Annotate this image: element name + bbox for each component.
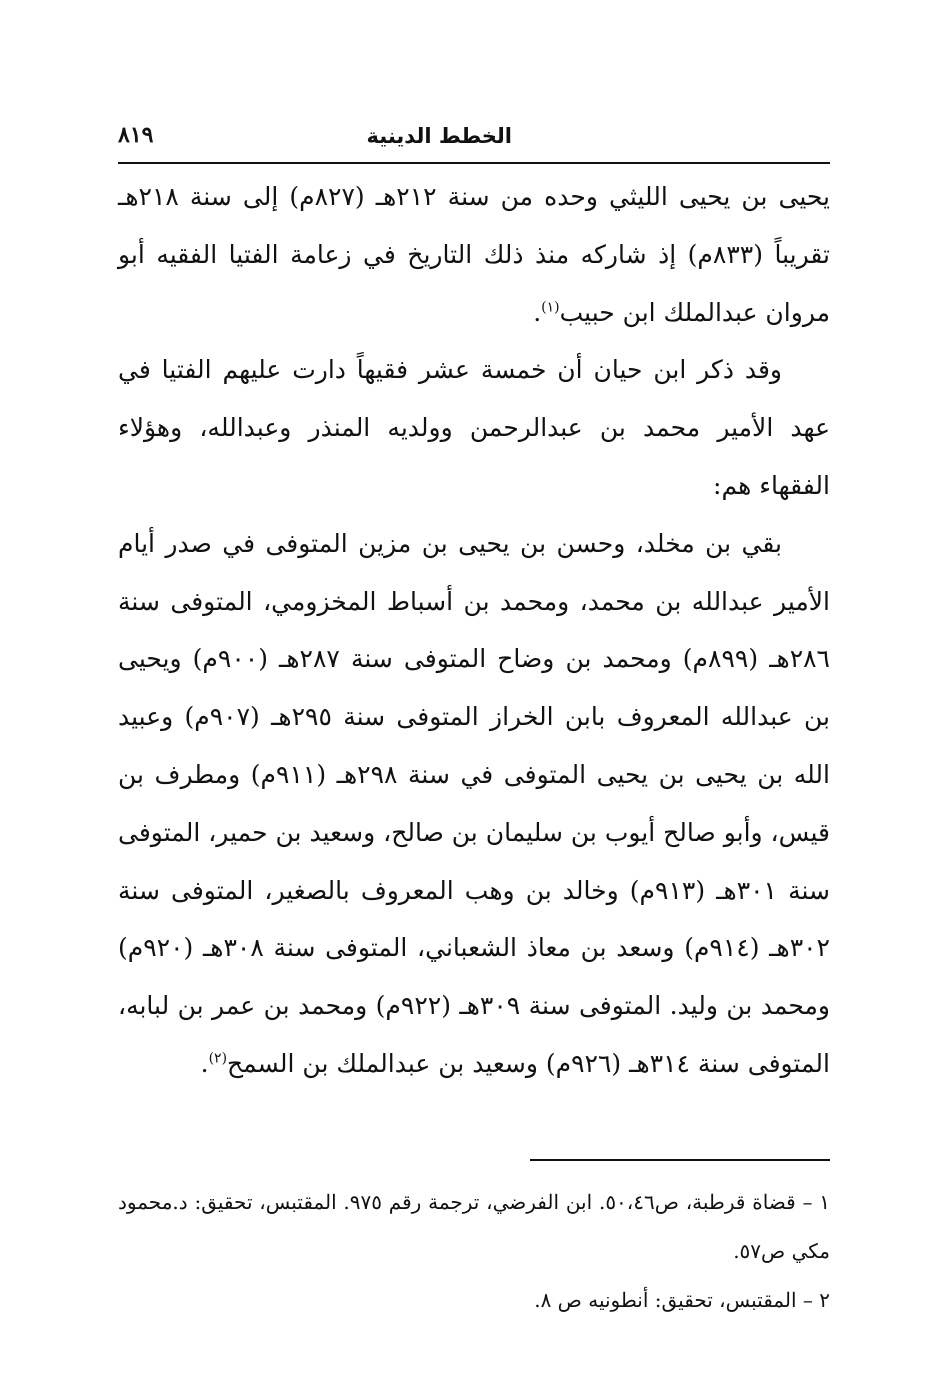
paragraph-3	[118, 515, 830, 1093]
paragraph-3-end: .	[200, 1048, 209, 1078]
paragraph-3-text: بقي بن مخلد، وحسن بن يحيى بن مزين المتوفى في صدر أيام الأمير عبدالله بن محمد، ومحمد بن أسباط المخزومي، المتوفى سنة ٢٨٦هـ (٨٩٩م) ومحمد بن وضاح المتوفى سنة ٢٨٧هـ (٩٠٠م) ويحيى بن عبدالله المعروف بابن الخراز المتوفى سنة ٢٩٥هـ (٩٠٧م) وعبيد الله بن يحيى بن يحيى المتوفى في سنة ٢٩٨هـ (٩١١م) ومطرف بن قيس، وأبو صالح أيوب بن سليمان بن صالح، وسعيد بن حمير، المتوفى سنة ٣٠١هـ (٩١٣م) وخالد بن وهب المعروف بالصغير، المتوفى سنة ٣٠٢هـ (٩١٤م) وسعد بن معاذ الشعباني، المتوفى سنة ٣٠٨هـ (٩٢٠م) ومحمد بن وليد. المتوفى سنة ٣٠٩هـ (٩٢٢م) ومحمد بن عمر بن لبابه، المتوفى سنة ٣١٤هـ (٩٢٦م) وسعيد بن عبدالملك بن السمح	[118, 528, 830, 1078]
footnotes	[118, 1178, 830, 1325]
paragraph-1	[118, 168, 830, 341]
page-number: ٨١٩	[118, 122, 154, 148]
running-title: الخطط الدينية	[366, 124, 512, 148]
footnote-ref-1: (١)	[541, 299, 560, 316]
paragraph-1-text: يحيى بن يحيى الليثي وحده من سنة ٢١٢هـ (٨٢٧م) إلى سنة ٢١٨هـ تقريباً (٨٣٣م) إذ شاركه منذ ذلك التاريخ في زعامة الفتيا الفقيه أبو مروان عبدالملك ابن حبيب	[118, 182, 831, 327]
page-header	[118, 118, 830, 164]
footnote-2: ٢ – المقتبس، تحقيق: أنطونيه ص ٨.	[534, 1288, 830, 1312]
footnote-ref-2: (٢)	[208, 1050, 228, 1067]
footnote-1: ١ – قضاة قرطبة، ص٥٠،٤٦. ابن الفرضي، ترجمة رقم ٩٧٥. المقتبس، تحقيق: د.محمود مكي ص٥٧.	[118, 1190, 830, 1263]
paragraph-1-end: .	[533, 297, 542, 327]
footnote-divider	[530, 1159, 830, 1161]
paragraph-2: وقد ذكر ابن حيان أن خمسة عشر فقيهاً دارت عليهم الفتيا في عهد الأمير محمد بن عبدالرحمن وولديه المنذر وعبدالله، وهؤلاء الفقهاء هم:	[118, 355, 830, 500]
main-text	[118, 168, 830, 1093]
